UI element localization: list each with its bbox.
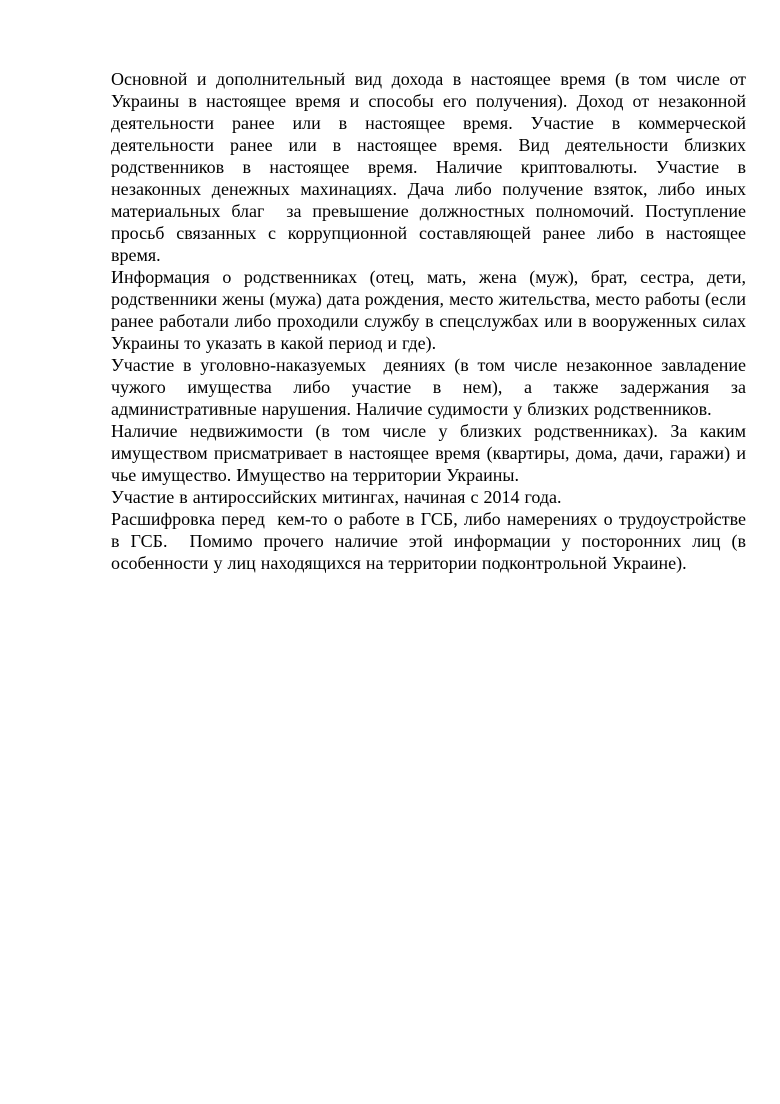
paragraph-income-activity: Основной и дополнительный вид дохода в настоящее время (в том числе от Украины в настоящее время и способы его получения). Доход от незаконной деятельности ранее или в настоящее время. Участие в коммерческой деятельности ранее или в настоящее время. Вид деятельности близких родственников в настоящее время. Наличие криптовалюты. Участие в незаконных денежных махинациях. Дача либо получение взяток, либо иных материальных благ за превышение должностных полномочий. Поступление просьб связанных с коррупционной составляющей ранее либо в настоящее время. xyxy=(111,69,751,265)
paragraph-disclosure: Расшифровка перед кем-то о работе в ГСБ, либо намерениях о трудоустройстве в ГСБ. Помимо прочего наличие этой информации у посторонних лиц (в особенности у лиц находящихся на территории подконтрольной Украине). xyxy=(111,509,751,573)
paragraph-criminal-acts: Участие в уголовно-наказуемых деяниях (в том числе незаконное завладение чужого имущества либо участие в нем), а также задержания за административные нарушения. Наличие судимости у близких родственников. xyxy=(111,355,751,419)
paragraph-relatives-info: Информация о родственниках (отец, мать, жена (муж), брат, сестра, дети, родственники жены (мужа) дата рождения, место жительства, место работы (если ранее работали либо проходили службу в спецслужбах или в вооруженных силах Украины то указать в какой период и где). xyxy=(111,267,751,353)
text-content xyxy=(111,68,751,574)
paragraph-real-estate: Наличие недвижимости (в том числе у близких родственниках). За каким имуществом присматривает в настоящее время (квартиры, дома, дачи, гаражи) и чье имущество. Имущество на территории Украины. xyxy=(111,421,751,485)
paragraph-rallies: Участие в антироссийских митингах, начиная с 2014 года. xyxy=(111,487,562,507)
